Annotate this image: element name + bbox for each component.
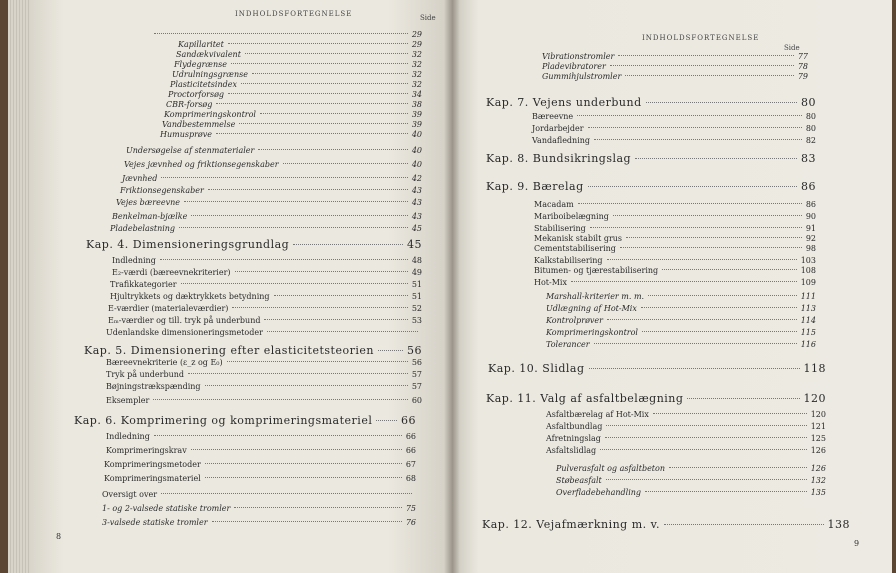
dot-leader bbox=[378, 350, 403, 351]
toc-entry-row bbox=[102, 518, 416, 527]
dot-leader bbox=[258, 149, 407, 150]
toc-entry-page: 32 bbox=[411, 70, 422, 79]
toc-entry-row bbox=[110, 224, 422, 233]
toc-entry-label: Trafikkategorier bbox=[110, 280, 177, 289]
toc-entry-page: 43 bbox=[411, 198, 422, 207]
toc-entry-label: Bitumen- og tjærestabilisering bbox=[534, 266, 659, 275]
toc-entry-label: Asfaltbundlag bbox=[546, 422, 603, 431]
toc-entry-label: Eₘ-værdier og till. tryk på underbund bbox=[108, 316, 261, 325]
toc-entry-label: Overfladebehandling bbox=[556, 488, 642, 497]
toc-entry-row bbox=[168, 90, 422, 99]
toc-entry-row bbox=[102, 504, 416, 513]
dot-leader bbox=[645, 491, 807, 492]
toc-entry-row bbox=[546, 328, 816, 337]
toc-entry-page: 29 bbox=[411, 40, 422, 49]
dot-leader bbox=[260, 113, 408, 114]
toc-entry-label: Udrulningsgrænse bbox=[172, 70, 248, 79]
toc-entry-page: 75 bbox=[405, 504, 416, 513]
toc-entry-label: Komprimeringsmetoder bbox=[104, 460, 201, 469]
toc-entry-page: 82 bbox=[805, 136, 816, 145]
toc-entry-row bbox=[546, 446, 826, 455]
toc-entry-page: 39 bbox=[411, 110, 422, 119]
toc-entry-page: 77 bbox=[797, 52, 808, 61]
dot-leader bbox=[578, 203, 802, 204]
toc-entry-label: Undersøgelse af stenmaterialer bbox=[126, 146, 255, 155]
toc-entry-label: Asfaltbærelag af Hot-Mix bbox=[546, 410, 649, 419]
toc-entry-label: 1- og 2-valsede statiske tromler bbox=[102, 504, 231, 513]
dot-leader bbox=[605, 437, 807, 438]
toc-entry-page: 34 bbox=[411, 90, 422, 99]
toc-entry-row bbox=[106, 432, 416, 441]
toc-entry-page: 43 bbox=[411, 212, 422, 221]
toc-entry-label: Friktionsegenskaber bbox=[120, 186, 204, 195]
dot-leader bbox=[662, 269, 797, 270]
toc-entry-page: 52 bbox=[411, 304, 422, 313]
toc-entry-row bbox=[106, 358, 422, 367]
toc-entry-page: 57 bbox=[411, 382, 422, 391]
toc-entry-page: 66 bbox=[405, 446, 416, 455]
dot-leader bbox=[653, 413, 807, 414]
toc-entry-label: Pladebelastning bbox=[110, 224, 176, 233]
toc-entry-row bbox=[532, 112, 816, 121]
toc-entry-page: 113 bbox=[800, 304, 816, 313]
toc-entry-row bbox=[532, 124, 816, 133]
dot-leader bbox=[241, 83, 408, 84]
toc-entry-row bbox=[166, 100, 422, 109]
toc-entry-row bbox=[172, 70, 422, 79]
dot-leader bbox=[590, 227, 802, 228]
page-edges bbox=[8, 0, 32, 573]
dot-leader bbox=[212, 521, 402, 522]
toc-entry-page: 98 bbox=[805, 244, 816, 253]
toc-entry-row bbox=[534, 200, 816, 209]
toc-entry-page: 66 bbox=[401, 414, 416, 427]
toc-entry-label: Pladevibratorer bbox=[542, 62, 606, 71]
toc-entry-label: E₂-værdi (bæreevnekriterier) bbox=[112, 268, 231, 277]
toc-entry-row bbox=[542, 62, 808, 71]
toc-chapter-row bbox=[486, 152, 816, 165]
dot-leader bbox=[571, 281, 797, 282]
toc-entry-page: 32 bbox=[411, 60, 422, 69]
toc-entry-page: 125 bbox=[810, 434, 826, 443]
toc-entry-page: 80 bbox=[801, 96, 816, 109]
toc-entry-label: Afretningslag bbox=[546, 434, 601, 443]
toc-entry-label: Kap. 10. Slidlag bbox=[488, 362, 585, 375]
page-number: 8 bbox=[56, 532, 62, 541]
toc-entry-label: Stabilisering bbox=[534, 224, 586, 233]
toc-entry-label: Kapillaritet bbox=[178, 40, 224, 49]
toc-entry-page: 90 bbox=[805, 212, 816, 221]
toc-entry-page: 76 bbox=[405, 518, 416, 527]
toc-entry-page: 83 bbox=[801, 152, 816, 165]
toc-entry-page: 118 bbox=[803, 362, 826, 375]
toc-entry-row bbox=[546, 410, 826, 419]
dot-leader bbox=[618, 55, 793, 56]
running-header: INDHOLDSFORTEGNELSE bbox=[235, 10, 353, 18]
toc-entry-label: Udlægning af Hot-Mix bbox=[546, 304, 637, 313]
toc-entry-page: 121 bbox=[810, 422, 826, 431]
toc-entry-page: 42 bbox=[411, 174, 422, 183]
dot-leader bbox=[228, 43, 408, 44]
dot-leader bbox=[205, 477, 402, 478]
toc-entry-page: 138 bbox=[827, 518, 850, 531]
toc-entry-row bbox=[534, 278, 816, 287]
toc-entry-row bbox=[534, 256, 816, 265]
toc-entry-label: Bæreevne bbox=[532, 112, 574, 121]
dot-leader bbox=[208, 189, 408, 190]
dot-leader bbox=[625, 75, 794, 76]
toc-entry-row bbox=[164, 110, 422, 119]
toc-entry-row bbox=[108, 304, 422, 313]
toc-entry-row bbox=[542, 72, 808, 81]
toc-entry-page: 135 bbox=[810, 488, 826, 497]
toc-chapter-row bbox=[486, 180, 816, 193]
dot-leader bbox=[235, 271, 408, 272]
toc-entry-page: 78 bbox=[797, 62, 808, 71]
dot-leader bbox=[232, 307, 407, 308]
toc-entry-label: Vibrationstromler bbox=[542, 52, 615, 61]
dot-leader bbox=[588, 186, 797, 187]
toc-entry-page: 86 bbox=[801, 180, 816, 193]
dot-leader bbox=[227, 361, 408, 362]
toc-entry-page: 66 bbox=[405, 432, 416, 441]
toc-entry-label: Asfaltslidlag bbox=[546, 446, 597, 455]
toc-entry-label: Mekanisk stabilt grus bbox=[534, 234, 623, 243]
side-label: Side bbox=[420, 14, 436, 22]
dot-leader bbox=[188, 373, 408, 374]
toc-entry-row bbox=[534, 234, 816, 243]
right-page bbox=[452, 0, 892, 573]
running-header: INDHOLDSFORTEGNELSE bbox=[642, 34, 760, 42]
dot-leader bbox=[620, 247, 802, 248]
toc-entry-row bbox=[546, 316, 816, 325]
toc-entry-label: Marshall-kriterier m. m. bbox=[546, 292, 645, 301]
toc-entry-label: Macadam bbox=[534, 200, 574, 209]
dot-leader bbox=[641, 307, 797, 308]
dot-leader bbox=[154, 33, 408, 34]
dot-leader bbox=[594, 343, 797, 344]
dot-leader bbox=[376, 420, 397, 421]
toc-entry-row bbox=[106, 446, 416, 455]
toc-entry-label: Bæreevnekriterie (ε_z og E₀) bbox=[106, 358, 223, 367]
toc-entry-row bbox=[546, 340, 816, 349]
dot-leader bbox=[184, 201, 408, 202]
dot-leader bbox=[234, 507, 401, 508]
dot-leader bbox=[606, 425, 806, 426]
dot-leader bbox=[588, 127, 802, 128]
toc-entry-page: 120 bbox=[810, 410, 826, 419]
toc-entry-page: 126 bbox=[810, 464, 826, 473]
toc-entry-label: Mariboibelægning bbox=[534, 212, 609, 221]
dot-leader bbox=[626, 237, 802, 238]
toc-entry-label: Vandbestemmelse bbox=[162, 120, 236, 129]
toc-entry-row bbox=[104, 474, 416, 483]
toc-entry-row bbox=[124, 160, 422, 169]
dot-leader bbox=[179, 227, 408, 228]
toc-entry-label: Kap. 6. Komprimering og komprimeringsmateriel bbox=[74, 414, 373, 427]
dot-leader bbox=[154, 435, 402, 436]
toc-entry-page: 86 bbox=[805, 200, 816, 209]
dot-leader bbox=[589, 368, 800, 369]
dot-leader bbox=[635, 158, 797, 159]
toc-entry-label: Vandafledning bbox=[532, 136, 591, 145]
toc-entry-page: 120 bbox=[803, 392, 826, 405]
dot-leader bbox=[594, 139, 802, 140]
toc-entry-row bbox=[556, 464, 826, 473]
toc-entry-label: Udenlandske dimensioneringsmetoder bbox=[106, 328, 263, 337]
toc-entry-page: 109 bbox=[800, 278, 816, 287]
toc-entry-label: Proctorforsøg bbox=[168, 90, 225, 99]
dot-leader bbox=[613, 215, 802, 216]
toc-entry-page: 103 bbox=[800, 256, 816, 265]
toc-entry-page: 38 bbox=[411, 100, 422, 109]
toc-entry-row bbox=[112, 256, 422, 265]
toc-chapter-row bbox=[486, 96, 816, 109]
toc-entry-label: Indledning bbox=[112, 256, 156, 265]
toc-entry-page: 126 bbox=[810, 446, 826, 455]
toc-entry-row bbox=[104, 460, 416, 469]
toc-entry-row bbox=[546, 292, 816, 301]
toc-entry-label: Hot-Mix bbox=[534, 278, 567, 287]
toc-entry-page: 57 bbox=[411, 370, 422, 379]
toc-entry-page: 92 bbox=[805, 234, 816, 243]
toc-entry-label: Oversigt over bbox=[102, 490, 158, 499]
toc-entry-row bbox=[110, 292, 422, 301]
dot-leader bbox=[216, 133, 408, 134]
toc-entry-row bbox=[126, 146, 422, 155]
toc-entry-page: 111 bbox=[800, 292, 816, 301]
toc-entry-row bbox=[178, 40, 422, 49]
dot-leader bbox=[216, 103, 407, 104]
toc-entry-label: Jordarbejder bbox=[532, 124, 584, 133]
toc-entry-page: 48 bbox=[411, 256, 422, 265]
toc-entry-row bbox=[546, 304, 816, 313]
toc-entry-page: 56 bbox=[411, 358, 422, 367]
dot-leader bbox=[274, 295, 408, 296]
toc-entry-label: Komprimeringskrav bbox=[106, 446, 187, 455]
toc-entry-page: 53 bbox=[411, 316, 422, 325]
toc-entry-label: Kap. 5. Dimensionering efter elasticitetsteorien bbox=[84, 344, 374, 357]
dot-leader bbox=[607, 319, 797, 320]
toc-entry-row bbox=[534, 244, 816, 253]
toc-entry-page: 108 bbox=[800, 266, 816, 275]
toc-entry-page: 40 bbox=[411, 130, 422, 139]
toc-entry-label: Komprimeringskontrol bbox=[546, 328, 638, 337]
dot-leader bbox=[577, 115, 802, 116]
toc-entry-label: Plasticitetsindex bbox=[170, 80, 237, 89]
side-label: Side bbox=[784, 44, 800, 52]
toc-entry-page: 79 bbox=[797, 72, 808, 81]
toc-entry-label: Kontrolprøver bbox=[546, 316, 603, 325]
toc-entry-row bbox=[556, 488, 826, 497]
toc-entry-label: Cementstabilisering bbox=[534, 244, 616, 253]
toc-entry-page: 32 bbox=[411, 50, 422, 59]
toc-entry-label: Benkelman-bjælke bbox=[112, 212, 188, 221]
dot-leader bbox=[205, 385, 408, 386]
toc-entry-page: 51 bbox=[411, 292, 422, 301]
toc-entry-label: Kap. 4. Dimensioneringsgrundlag bbox=[86, 238, 290, 251]
toc-entry-label: Komprimeringsmateriel bbox=[104, 474, 201, 483]
toc-entry-label: Eksempler bbox=[106, 396, 150, 405]
toc-entry-row bbox=[106, 396, 422, 405]
toc-entry-row bbox=[106, 370, 422, 379]
toc-entry-row bbox=[546, 422, 826, 431]
toc-entry-page: 67 bbox=[405, 460, 416, 469]
toc-entry-label: Indledning bbox=[106, 432, 150, 441]
toc-chapter-row bbox=[74, 414, 416, 427]
toc-chapter-row bbox=[86, 238, 422, 251]
toc-entry-label: Gummihjulstromler bbox=[542, 72, 622, 81]
toc-entry-label: Komprimeringskontrol bbox=[164, 110, 256, 119]
dot-leader bbox=[607, 259, 797, 260]
toc-entry-page: 91 bbox=[805, 224, 816, 233]
dot-leader bbox=[160, 259, 408, 260]
toc-entry-page: 114 bbox=[800, 316, 816, 325]
dot-leader bbox=[161, 493, 412, 494]
toc-entry-page: 60 bbox=[411, 396, 422, 405]
open-book bbox=[4, 0, 892, 573]
toc-entry-label: Kap. 12. Vejafmærkning m. v. bbox=[482, 518, 661, 531]
toc-entry-row bbox=[110, 280, 422, 289]
toc-entry-row bbox=[532, 136, 816, 145]
toc-chapter-row bbox=[84, 344, 422, 357]
toc-entry-row bbox=[112, 268, 422, 277]
dot-leader bbox=[669, 467, 807, 468]
toc-entry-page: 45 bbox=[411, 224, 422, 233]
dot-leader bbox=[648, 295, 797, 296]
dot-leader bbox=[239, 123, 408, 124]
toc-entry-page: 80 bbox=[805, 124, 816, 133]
toc-entry-page: 68 bbox=[405, 474, 416, 483]
toc-entry-label: Kap. 11. Valg af asfaltbelægning bbox=[486, 392, 684, 405]
toc-entry-page: 116 bbox=[800, 340, 816, 349]
toc-chapter-row bbox=[488, 362, 826, 375]
toc-entry-label: Pulverasfalt og asfaltbeton bbox=[556, 464, 665, 473]
toc-entry-label: Tryk på underbund bbox=[106, 370, 185, 379]
dot-leader bbox=[191, 449, 402, 450]
dot-leader bbox=[231, 63, 408, 64]
toc-entry-label: Vejes jævnhed og friktionsegenskaber bbox=[124, 160, 279, 169]
toc-entry-page: 115 bbox=[800, 328, 816, 337]
toc-entry-label: Humusprøve bbox=[160, 130, 212, 139]
toc-entry-row bbox=[556, 476, 826, 485]
dot-leader bbox=[606, 479, 807, 480]
toc-entry-page: 40 bbox=[411, 146, 422, 155]
book-gutter bbox=[444, 0, 460, 573]
dot-leader bbox=[283, 163, 408, 164]
toc-entry-page: 51 bbox=[411, 280, 422, 289]
toc-entry-row bbox=[176, 50, 422, 59]
toc-entry-page: 56 bbox=[407, 344, 422, 357]
toc-entry-label: Kap. 7. Vejens underbund bbox=[486, 96, 642, 109]
toc-entry-label: E-værdier (materialeværdier) bbox=[108, 304, 229, 313]
toc-entry-label: 3-valsede statiske tromler bbox=[102, 518, 208, 527]
dot-leader bbox=[205, 463, 402, 464]
toc-entry-label: Kap. 8. Bundsikringslag bbox=[486, 152, 632, 165]
toc-entry-row bbox=[534, 224, 816, 233]
dot-leader bbox=[153, 399, 407, 400]
dot-leader bbox=[161, 177, 407, 178]
toc-entry-row bbox=[112, 212, 422, 221]
toc-chapter-row bbox=[486, 392, 826, 405]
toc-entry-page: 29 bbox=[411, 30, 422, 39]
toc-entry-page: 132 bbox=[810, 476, 826, 485]
toc-entry-row bbox=[106, 328, 422, 337]
toc-entry-row bbox=[150, 30, 422, 39]
toc-entry-row bbox=[162, 120, 422, 129]
toc-entry-row bbox=[546, 434, 826, 443]
dot-leader bbox=[245, 53, 408, 54]
dot-leader bbox=[687, 398, 799, 399]
toc-entry-row bbox=[542, 52, 808, 61]
dot-leader bbox=[252, 73, 408, 74]
toc-entry-label: Tolerancer bbox=[546, 340, 590, 349]
toc-entry-row bbox=[102, 490, 416, 499]
toc-entry-row bbox=[160, 130, 422, 139]
dot-leader bbox=[293, 244, 403, 245]
dot-leader bbox=[191, 215, 407, 216]
dot-leader bbox=[664, 524, 823, 525]
toc-entry-label: Vejes bæreevne bbox=[116, 198, 180, 207]
toc-entry-row bbox=[534, 266, 816, 275]
left-page bbox=[30, 0, 452, 573]
dot-leader bbox=[181, 283, 408, 284]
toc-entry-row bbox=[174, 60, 422, 69]
toc-entry-label: Jævnhed bbox=[122, 174, 158, 183]
toc-entry-label: Støbeasfalt bbox=[556, 476, 602, 485]
toc-entry-row bbox=[120, 186, 422, 195]
dot-leader bbox=[642, 331, 797, 332]
dot-leader bbox=[610, 65, 794, 66]
toc-entry-page: 45 bbox=[407, 238, 422, 251]
page-number: 9 bbox=[854, 539, 860, 548]
dot-leader bbox=[264, 319, 407, 320]
toc-entry-row bbox=[122, 174, 422, 183]
dot-leader bbox=[267, 331, 418, 332]
toc-entry-row bbox=[534, 212, 816, 221]
toc-entry-page: 39 bbox=[411, 120, 422, 129]
toc-entry-row bbox=[106, 382, 422, 391]
dot-leader bbox=[228, 93, 408, 94]
toc-entry-label: Kalkstabilisering bbox=[534, 256, 603, 265]
dot-leader bbox=[646, 102, 797, 103]
toc-entry-page: 49 bbox=[411, 268, 422, 277]
toc-entry-page: 32 bbox=[411, 80, 422, 89]
toc-entry-page: 43 bbox=[411, 186, 422, 195]
toc-entry-row bbox=[108, 316, 422, 325]
toc-entry-page: 40 bbox=[411, 160, 422, 169]
toc-chapter-row bbox=[482, 518, 850, 531]
toc-entry-label: Kap. 9. Bærelag bbox=[486, 180, 584, 193]
toc-entry-label: Hjultrykkets og dæktrykkets betydning bbox=[110, 292, 270, 301]
toc-entry-label: Flydegrænse bbox=[174, 60, 227, 69]
toc-entry-row bbox=[116, 198, 422, 207]
toc-entry-label: Bøjningstrækspænding bbox=[106, 382, 201, 391]
toc-entry-label: CBR-forsøg bbox=[166, 100, 213, 109]
toc-entry-row bbox=[170, 80, 422, 89]
toc-entry-page: 80 bbox=[805, 112, 816, 121]
toc-entry-label: Sandækvivalent bbox=[176, 50, 241, 59]
dot-leader bbox=[600, 449, 807, 450]
